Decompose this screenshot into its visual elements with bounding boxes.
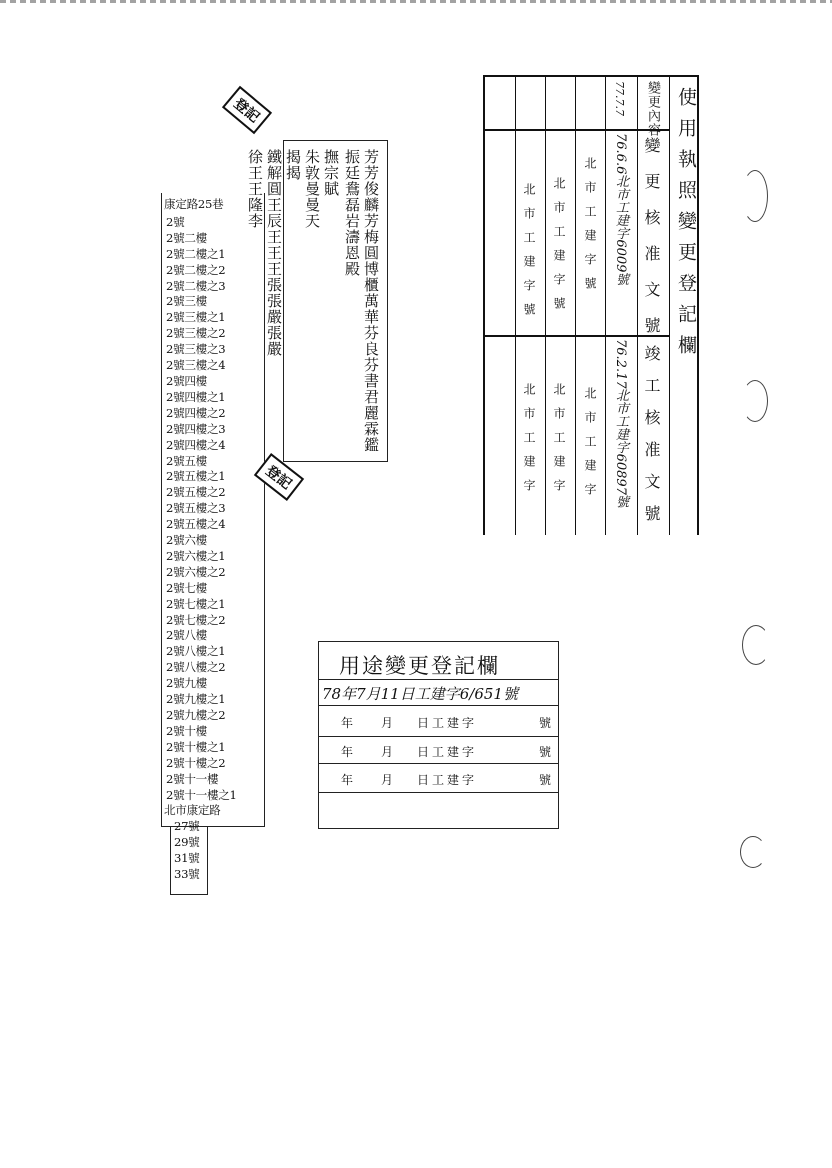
address-item: 2號九樓 bbox=[166, 676, 207, 691]
address-item: 2號六樓 bbox=[166, 533, 207, 548]
registration-stamp: 登記 bbox=[254, 453, 304, 501]
address-item: 2號八樓 bbox=[166, 628, 207, 643]
address-item: 2號八樓之2 bbox=[166, 660, 226, 675]
address-item: 2號五樓 bbox=[166, 453, 207, 468]
row-no: 號 bbox=[539, 716, 552, 730]
address-item: 2號二樓之3 bbox=[166, 278, 226, 293]
owner-name-column: 芳芳俊麟芳梅圓博櫃萬華芬良芬書君麗霖鑑 bbox=[362, 149, 380, 453]
address-item: 2號六樓之2 bbox=[166, 564, 226, 579]
address-item: 2號八樓之1 bbox=[166, 644, 226, 659]
row-year: 年 bbox=[341, 716, 354, 730]
register-col-head-2: 竣工核准文號 bbox=[642, 345, 661, 537]
address-item: 2號十樓之1 bbox=[166, 739, 226, 754]
address-list-header: 康定路25巷 bbox=[164, 197, 224, 211]
address-extra-item: 27號 bbox=[174, 819, 200, 834]
address-item: 2號十一樓之1 bbox=[166, 787, 237, 802]
address-list bbox=[166, 197, 237, 883]
address-item: 2號三樓之3 bbox=[166, 342, 226, 357]
owner-name-column: 徐王王隆李 bbox=[246, 149, 264, 229]
register-row: 北市工建字號 bbox=[583, 157, 597, 301]
row-year: 年 bbox=[341, 773, 354, 787]
register-divider bbox=[669, 77, 670, 535]
address-item: 2號四樓 bbox=[166, 373, 207, 388]
register-hand-2: 76.2.17北市工建字60897號 bbox=[613, 339, 628, 508]
address-item: 2號五樓之3 bbox=[166, 501, 226, 516]
address-item: 2號三樓之4 bbox=[166, 358, 226, 373]
use-change-register bbox=[318, 641, 559, 829]
address-item: 2號七樓之2 bbox=[166, 612, 226, 627]
register-row: 北市工建字號 bbox=[552, 177, 566, 321]
register-divider bbox=[545, 77, 546, 535]
owner-names-box bbox=[246, 140, 388, 462]
address-item: 2號十樓之2 bbox=[166, 755, 226, 770]
address-item: 2號四樓之3 bbox=[166, 421, 226, 436]
owner-name-column: 朱敦曼曼天 bbox=[303, 149, 321, 229]
row-office: 日工建字 bbox=[417, 773, 478, 787]
address-item: 2號六樓之1 bbox=[166, 548, 226, 563]
address-item: 2號二樓 bbox=[166, 230, 207, 245]
register-divider bbox=[319, 736, 558, 737]
register-divider bbox=[319, 792, 558, 793]
binding-hole-mark bbox=[742, 380, 768, 422]
permit-change-register bbox=[483, 75, 699, 535]
address-item: 2號十一樓 bbox=[166, 771, 219, 786]
binding-hole-mark bbox=[740, 836, 766, 868]
address-item: 2號二樓之1 bbox=[166, 246, 226, 261]
use-change-register-title: 用途變更登記欄 bbox=[339, 654, 500, 678]
register-hand-1: 76.6.6北市工建字6009號 bbox=[613, 133, 628, 286]
address-item: 2號三樓之2 bbox=[166, 326, 226, 341]
row-no: 號 bbox=[539, 745, 552, 759]
address-item: 2號七樓之1 bbox=[166, 596, 226, 611]
address-extra-item: 33號 bbox=[174, 867, 200, 882]
address-item: 2號三樓 bbox=[166, 294, 207, 309]
row-year: 年 bbox=[341, 745, 354, 759]
register-col-head: 變更核准文號 bbox=[642, 137, 661, 353]
binding-hole-mark bbox=[742, 170, 768, 222]
register-divider bbox=[605, 77, 606, 535]
address-extra-item: 29號 bbox=[174, 835, 200, 850]
row-no: 號 bbox=[539, 773, 552, 787]
register-divider bbox=[637, 77, 638, 535]
owner-name-column: 鐵解圓王辰王王王張張嚴張嚴 bbox=[265, 149, 283, 357]
address-item: 2號九樓之2 bbox=[166, 708, 226, 722]
register-row: 北市工建字 bbox=[552, 383, 566, 503]
row-office: 日工建字 bbox=[417, 745, 478, 759]
address-item: 2號四樓之1 bbox=[166, 389, 226, 404]
register-hand-small: 77.7.7 bbox=[613, 81, 626, 116]
register-divider bbox=[515, 77, 516, 535]
address-item: 2號五樓之4 bbox=[166, 517, 226, 532]
address-extra-item: 31號 bbox=[174, 851, 200, 866]
address-item: 2號四樓之2 bbox=[166, 405, 226, 420]
register-row: 北市工建字號 bbox=[522, 183, 536, 327]
register-divider bbox=[485, 129, 669, 131]
owner-names-columns bbox=[246, 149, 379, 453]
register-divider bbox=[319, 763, 558, 764]
register-divider bbox=[319, 705, 558, 706]
registration-stamp: 登記 bbox=[222, 86, 272, 134]
address-item: 2號 bbox=[166, 214, 185, 229]
row-office: 日工建字 bbox=[417, 716, 478, 730]
owner-name-column: 撫宗賦 bbox=[322, 149, 340, 197]
address-item: 2號九樓之1 bbox=[166, 692, 226, 707]
register-row: 北市工建字 bbox=[583, 387, 597, 507]
register-divider bbox=[319, 679, 558, 680]
address-item: 2號五樓之1 bbox=[166, 469, 226, 484]
register-divider bbox=[575, 77, 576, 535]
register-row: 北市工建字 bbox=[522, 383, 536, 503]
address-item: 2號五樓之2 bbox=[166, 485, 226, 500]
row-month: 月 bbox=[381, 745, 394, 759]
row-month: 月 bbox=[381, 773, 394, 787]
binding-hole-mark bbox=[742, 625, 770, 665]
register-header-sub: 變更內容 bbox=[645, 81, 660, 137]
owner-name-column: 振廷鴦磊岩濤恩殿 bbox=[343, 149, 361, 277]
scan-top-edge bbox=[0, 0, 832, 3]
row-month: 月 bbox=[381, 716, 394, 730]
owner-name-column: 揭揭 bbox=[284, 149, 302, 181]
register-title: 使用執照變更登記欄 bbox=[675, 87, 697, 366]
address-item: 2號十樓 bbox=[166, 723, 207, 738]
address-item: 2號七樓 bbox=[166, 580, 207, 595]
address-item: 2號二樓之2 bbox=[166, 262, 226, 277]
address-item: 北市康定路 bbox=[164, 803, 221, 818]
address-item: 2號四樓之4 bbox=[166, 437, 226, 452]
address-item: 2號三樓之1 bbox=[166, 310, 226, 325]
use-change-hand-entry: 78年7月11日工建字6/651號 bbox=[322, 685, 518, 703]
